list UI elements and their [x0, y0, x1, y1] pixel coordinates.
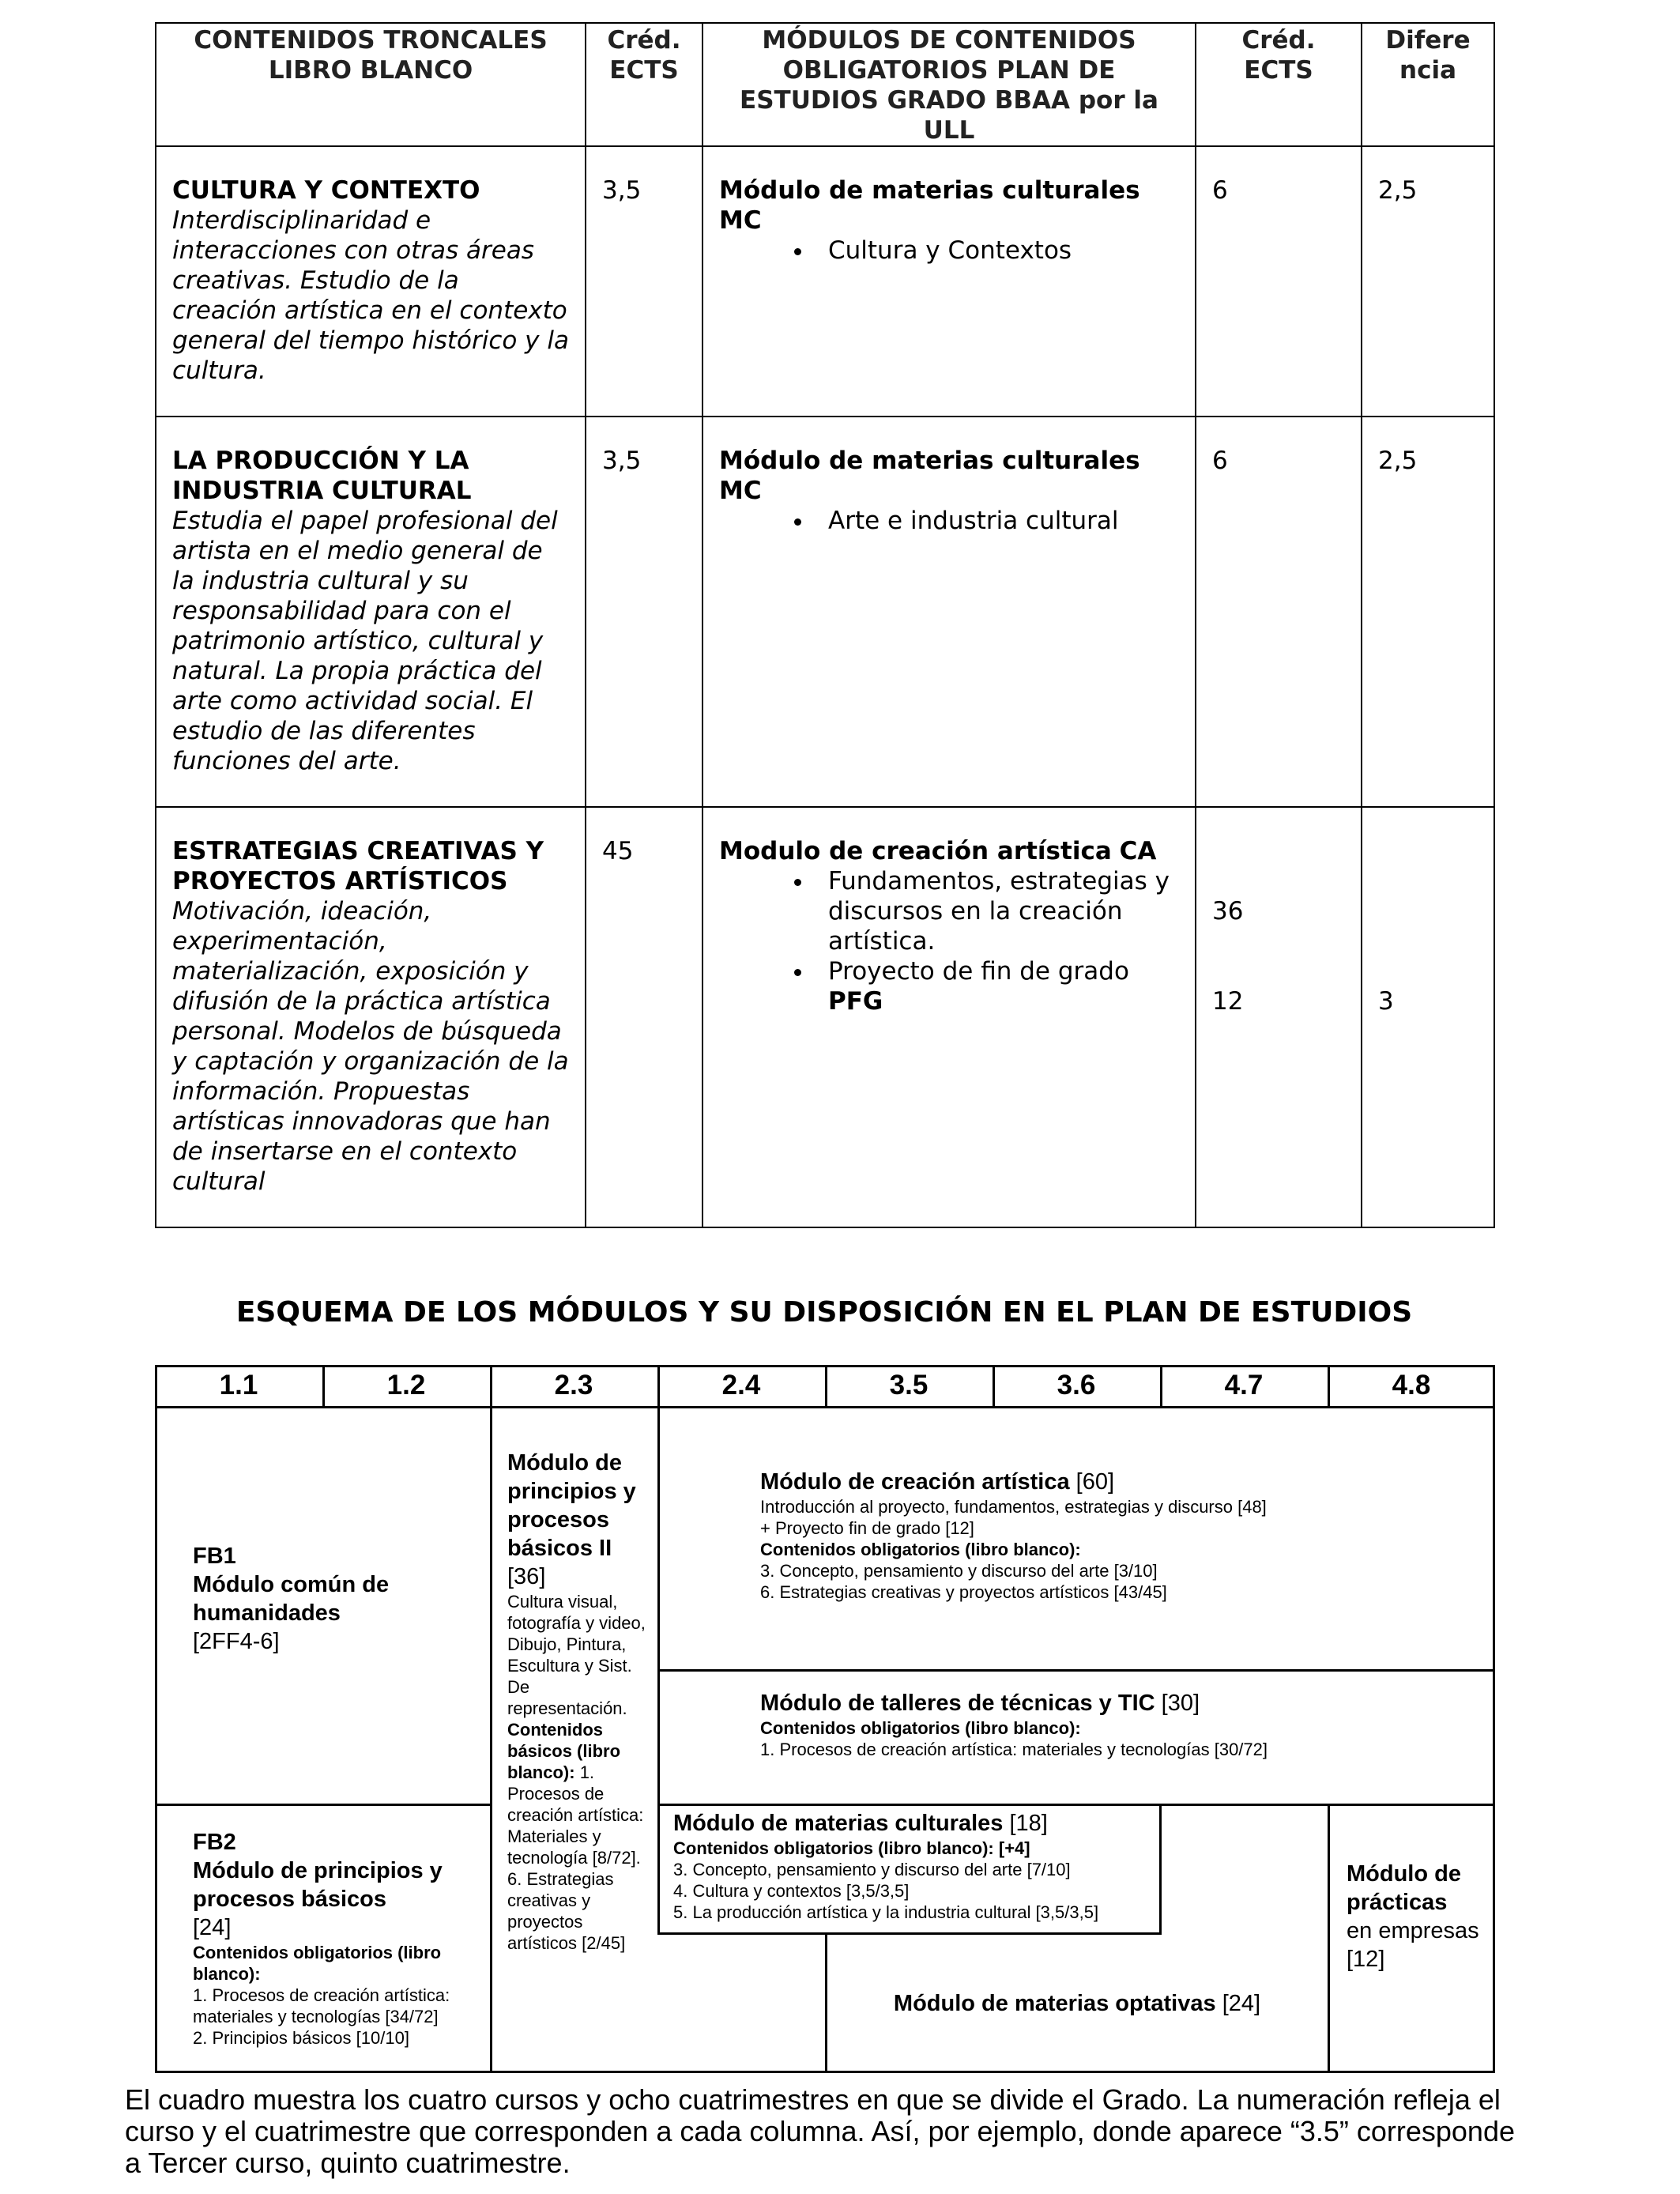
- fb2-code: FB2: [193, 1830, 236, 1855]
- contenido-cell: [156, 807, 586, 1227]
- diff-cell: [1362, 807, 1494, 1227]
- practicas-title: Módulo de prácticas: [1347, 1861, 1461, 1915]
- list-item-text: Proyecto de fin de grado: [828, 957, 1129, 986]
- modulo-list: [719, 506, 1179, 536]
- talleres-credits: [30]: [1161, 1691, 1200, 1716]
- header-creditos-2: Créd. ECTS: [1196, 23, 1362, 146]
- optativas-title: Módulo de materias optativas: [893, 1991, 1216, 2016]
- fb2-line: 2. Principios básicos [10/10]: [193, 2028, 409, 2048]
- talleres-line: 1. Procesos de creación artística: materiales y tecnologías [30/72]: [760, 1740, 1268, 1759]
- contenido-desc: Estudia el papel profesional del artista en el medio general de la industria cultural y su responsabilidad para con el patrimonio artístico, cultural y natural. La propia práctica del arte como actividad social. El estudio de las diferentes funciones del arte.: [172, 507, 558, 775]
- list-item: • Cultura y Contextos: [814, 236, 1179, 266]
- creacion-line: 6. Estrategias creativas y proyectos artísticos [43/45]: [760, 1582, 1167, 1602]
- optativas-credits: [24]: [1222, 1991, 1261, 2016]
- list-item-code: PFG: [828, 987, 883, 1016]
- comparison-table: [155, 22, 1495, 1228]
- fb2-title: Módulo de principios y procesos básicos: [193, 1858, 443, 1912]
- modulo-title: [719, 836, 1179, 866]
- contenido-cell: [156, 417, 586, 807]
- fb1-module: [193, 1542, 461, 1656]
- col-header: 4.7: [1224, 1370, 1264, 1400]
- modulo-title: Módulo de materias culturales MC: [719, 176, 1140, 235]
- contenido-desc: Interdisciplinaridad e interacciones con otras áreas creativas. Estudio de la creación artística en el contexto general del tiempo histórico y la cultura.: [172, 206, 569, 385]
- table-header-row: [156, 23, 1494, 146]
- col-header: 2.4: [721, 1370, 761, 1400]
- ects-cell: 45: [586, 807, 703, 1227]
- culturales-right-border: [1159, 1804, 1162, 1935]
- fb1-code: FB1: [193, 1544, 236, 1569]
- ppb2-contents-label: Contenidos básicos (libro blanco):: [507, 1720, 621, 1782]
- list-item: • Arte e industria cultural: [814, 506, 1179, 536]
- modulo-cell: [703, 417, 1196, 807]
- culturales-line: 3. Concepto, pensamiento y discurso del arte [7/10]: [673, 1860, 1071, 1879]
- header-contenidos: CONTENIDOS TRONCALES LIBRO BLANCO: [156, 23, 586, 146]
- practicas-credits: [12]: [1347, 1947, 1385, 1972]
- talleres-module: [760, 1689, 1471, 1760]
- ects-cell: 3,5: [586, 146, 703, 417]
- creacion-bottom-border: [657, 1669, 1495, 1672]
- culturales-contents-label: Contenidos obligatorios (libro blanco): [+4]: [673, 1838, 1030, 1858]
- ppb2-credits: [36]: [507, 1564, 546, 1589]
- optativas-module: [827, 1989, 1328, 2018]
- modulo-title-prefix: Modulo de creación artística: [719, 837, 1112, 865]
- list-item: • Fundamentos, estrategias y discursos en la creación artística.: [814, 866, 1179, 956]
- creacion-credits: [60]: [1075, 1469, 1115, 1495]
- table-row: [156, 146, 1494, 417]
- creacion-line: Introducción al proyecto, fundamentos, estrategias y discurso [48]: [760, 1497, 1267, 1517]
- fb2-contents-label: Contenidos obligatorios (libro blanco):: [193, 1943, 442, 1984]
- col-header: 1.1: [219, 1370, 258, 1400]
- talleres-bottom-border: [657, 1804, 1495, 1806]
- scheme-heading: ESQUEMA DE LOS MÓDULOS Y SU DISPOSICIÓN EN EL PLAN DE ESTUDIOS: [235, 1296, 1413, 1329]
- fb-divider: [155, 1804, 490, 1806]
- header-creditos: Créd. ECTS: [586, 23, 703, 146]
- ppb2-contents: 1. Procesos de creación artística: Materiales y tecnología [8/72]. 6. Estrategias creativas y proyectos artísticos [2/45]: [507, 1762, 644, 1953]
- modules-scheme: [155, 1365, 1495, 2073]
- ppb2-module: [507, 1449, 646, 1954]
- table-row: [156, 807, 1494, 1227]
- scheme-border-left: [155, 1365, 157, 2073]
- diff-value: 3: [1378, 987, 1394, 1016]
- ects2-cell: [1196, 807, 1362, 1227]
- practicas-sub: en empresas: [1347, 1918, 1479, 1943]
- diff-cell: 2,5: [1362, 146, 1494, 417]
- creacion-module: [760, 1468, 1471, 1603]
- fb2-line: 1. Procesos de creación artística: materiales y tecnologías [34/72]: [193, 1985, 450, 2026]
- header-divider: [155, 1406, 1495, 1408]
- contenido-desc: Motivación, ideación, experimentación, materialización, exposición y difusión de la práctica artística personal. Modelos de búsqueda y captación y organización de la información. Propuestas artísticas innovadoras que han de insertarse en el contexto cultural: [172, 897, 569, 1196]
- header-diferencia: Difere ncia: [1362, 23, 1494, 146]
- contenido-cell: [156, 146, 586, 417]
- culturales-module: [673, 1809, 1155, 1923]
- culturales-credits: [18]: [1009, 1811, 1048, 1836]
- creacion-line: 3. Concepto, pensamiento y discurso del arte [3/10]: [760, 1561, 1158, 1581]
- ects2-value-a: 36: [1212, 897, 1244, 925]
- practicas-module: [1347, 1860, 1489, 1973]
- talleres-title: Módulo de talleres de técnicas y TIC: [760, 1691, 1155, 1716]
- col-header: 1.2: [386, 1370, 426, 1400]
- ects-cell: 3,5: [586, 417, 703, 807]
- col-header: 2.3: [554, 1370, 593, 1400]
- modulo-code: CA: [1119, 837, 1157, 865]
- culturales-line: 5. La producción artística y la industria cultural [3,5/3,5]: [673, 1902, 1099, 1922]
- contenido-title: CULTURA Y CONTEXTO: [172, 176, 480, 205]
- ects2-value-b: 12: [1212, 987, 1244, 1016]
- contenido-title: ESTRATEGIAS CREATIVAS Y PROYECTOS ARTÍSTICOS: [172, 837, 544, 895]
- modulo-list: [719, 866, 1179, 1016]
- scheme-border-right: [1493, 1365, 1495, 2073]
- creacion-contents-label: Contenidos obligatorios (libro blanco):: [760, 1540, 1081, 1559]
- col-divider: [490, 1365, 492, 2073]
- ects2-cell: 6: [1196, 146, 1362, 417]
- fb1-credits: [2FF4-6]: [193, 1629, 280, 1654]
- diff-cell: 2,5: [1362, 417, 1494, 807]
- ppb2-subjects: Cultura visual, fotografía y video, Dibujo, Pintura, Escultura y Sist. De representación.: [507, 1592, 646, 1718]
- header-modulos: MÓDULOS DE CONTENIDOS OBLIGATORIOS PLAN DE ESTUDIOS GRADO BBAA por la ULL: [703, 23, 1196, 146]
- modulo-title: Módulo de materias culturales MC: [719, 447, 1140, 505]
- modulo-cell: [703, 807, 1196, 1227]
- fb2-module: [193, 1828, 477, 2049]
- modulo-cell: [703, 146, 1196, 417]
- culturales-title: Módulo de materias culturales: [673, 1811, 1004, 1836]
- table-row: [156, 417, 1494, 807]
- contenido-title: LA PRODUCCIÓN Y LA INDUSTRIA CULTURAL: [172, 447, 472, 505]
- culturales-line: 4. Cultura y contextos [3,5/3,5]: [673, 1881, 910, 1901]
- ects2-cell: 6: [1196, 417, 1362, 807]
- creacion-title: Módulo de creación artística: [760, 1469, 1070, 1495]
- talleres-contents-label: Contenidos obligatorios (libro blanco):: [760, 1718, 1081, 1738]
- footer-paragraph: El cuadro muestra los cuatro cursos y ocho cuatrimestres en que se divide el Grado. La numeración refleja el curso y el cuatrimestre que corresponden a cada columna. Así, por ejemplo, donde aparece “3.5” corresponde a Tercer curso, quinto cuatrimestre.: [125, 2083, 1515, 2179]
- modulo-list: [719, 236, 1179, 266]
- col-header: 3.5: [889, 1370, 929, 1400]
- list-item: [814, 956, 1179, 1016]
- culturales-bottom-border: [657, 1932, 1162, 1935]
- fb1-title: Módulo común de humanidades: [193, 1572, 390, 1626]
- col-header: 3.6: [1057, 1370, 1096, 1400]
- fb2-credits: [24]: [193, 1915, 232, 1940]
- practicas-left-border: [1328, 1804, 1330, 2073]
- col-header: 4.8: [1392, 1370, 1431, 1400]
- creacion-line: + Proyecto fin de grado [12]: [760, 1518, 974, 1538]
- ppb2-title: Módulo de principios y procesos básicos II: [507, 1450, 636, 1561]
